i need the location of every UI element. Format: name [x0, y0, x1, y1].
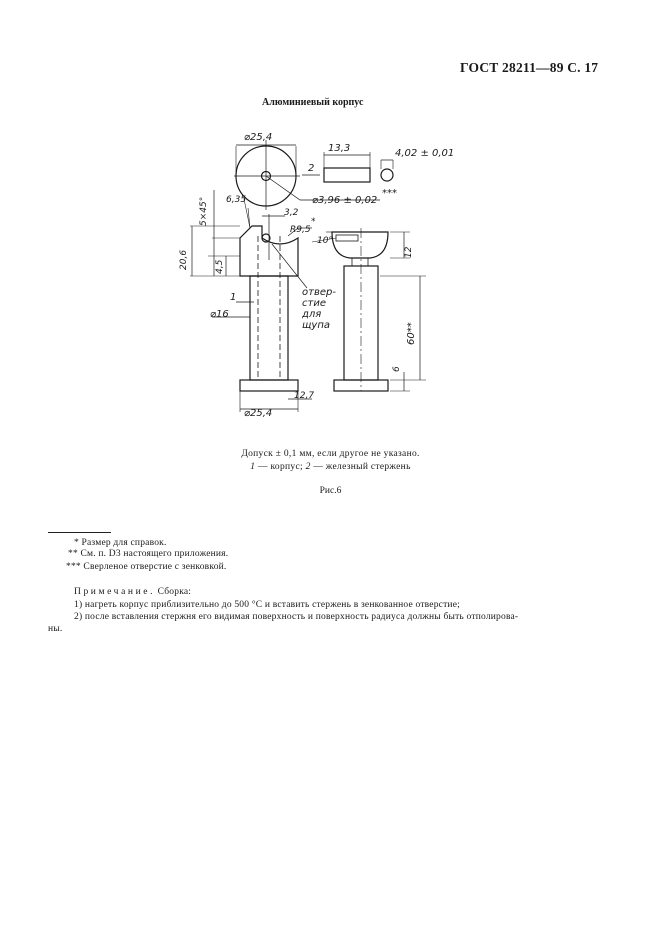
figure-caption-legend: 1 — корпус; 2 — железный стержень	[250, 462, 411, 472]
note-item-2: 2) после вставления стержня его видимая поверхность и поверхность радиуса должны быть отполирова-	[74, 612, 519, 622]
page-header: ГОСТ 28211—89 С. 17	[460, 60, 599, 75]
dim-stem-diameter: ⌀16	[210, 309, 229, 320]
label-probe-hole-4: щупа	[302, 320, 331, 331]
dim-top-diameter: ⌀25,4	[244, 132, 273, 143]
pin-end-view	[381, 169, 393, 181]
pin-side-view	[324, 168, 370, 182]
figure-number: Рис.6	[319, 486, 342, 496]
body-head-side	[332, 232, 388, 258]
figure-caption-tolerance: Допуск ± 0,1 мм, если другое не указано.	[241, 449, 420, 459]
footnote-3: *** Сверленое отверстие с зенковкой.	[66, 562, 227, 572]
body-neck-side	[352, 258, 368, 266]
body-stem-front	[250, 276, 288, 380]
footnote-rule	[48, 532, 111, 533]
dim-pin-diameter: 4,02 ± 0,01	[395, 148, 455, 159]
dim-635: 6,35	[226, 195, 247, 205]
dim-32: 3,2	[284, 208, 299, 218]
dim-127: 12,7	[294, 391, 315, 401]
label-pin-item: 2	[308, 163, 315, 174]
dim-r95: R9,5	[290, 225, 311, 235]
label-probe-hole-1: отвер-	[302, 287, 336, 298]
body-base-front	[240, 380, 298, 391]
dim-206: 20,6	[179, 249, 189, 270]
dim-60-stars: 60**	[406, 322, 417, 345]
label-probe-hole-3: для	[302, 309, 322, 320]
footnote-1: * Размер для справок.	[74, 538, 167, 548]
dim-r95-star: *	[311, 217, 316, 227]
dim-angle10: 10°	[317, 236, 333, 246]
note-item-2-continued: ны.	[48, 624, 63, 634]
note-title: Примечание. Сборка:	[74, 587, 192, 597]
footnote-2: ** См. п. D3 настоящего приложения.	[68, 549, 229, 559]
label-body-item: 1	[230, 292, 237, 303]
dim-chamfer: 5×45°	[199, 196, 209, 226]
pin-in-body	[336, 235, 358, 241]
dim-45: 4,5	[215, 259, 225, 274]
dim-hole-diameter: ⌀3,96 ± 0,02	[312, 195, 378, 206]
dim-bottom-diameter: ⌀25,4	[244, 408, 273, 419]
dim-hole-marks: ***	[382, 188, 397, 199]
dim-pin-length: 13,3	[328, 143, 351, 154]
figure-title: Алюминиевый корпус	[262, 97, 364, 108]
dim-6: 6	[392, 366, 402, 372]
dim-12: 12	[404, 246, 414, 258]
note-item-1: 1) нагреть корпус приблизительно до 500 °С и вставить стержень в зенкованное отверстие;	[74, 600, 460, 610]
label-probe-hole-2: стие	[302, 298, 326, 309]
